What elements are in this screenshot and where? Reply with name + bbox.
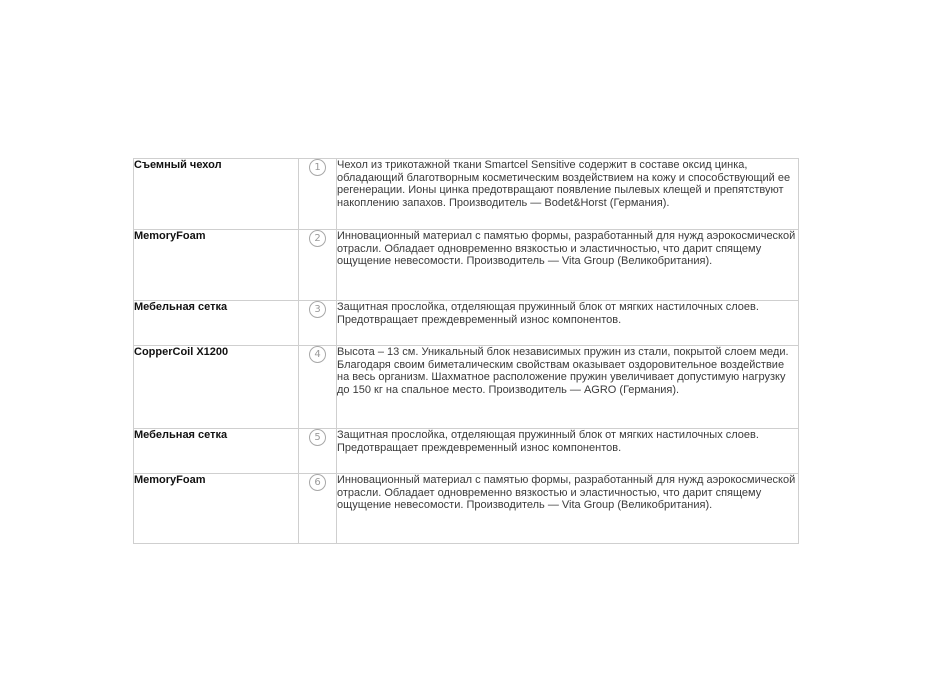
layer-number-badge: 3 — [309, 301, 326, 318]
layer-description: Защитная прослойка, отделяющая пружинный блок от мягких настилочных слоев. Предотвращает преждевременный износ компонентов. — [337, 301, 799, 346]
table-row — [134, 301, 799, 346]
layer-number-badge: 6 — [309, 474, 326, 491]
layer-number-cell — [299, 474, 337, 544]
layer-name: MemoryFoam — [134, 474, 299, 544]
table-row — [134, 429, 799, 474]
layer-description: Инновационный материал с памятью формы, разработанный для нужд аэрокосмической отрасли. Обладает одновременно вязкостью и эластичностью, что дарит спящему ощущение невесомости. Производитель — Vita Group (Великобритания). — [337, 230, 799, 301]
table-row — [134, 474, 799, 544]
table-row — [134, 230, 799, 301]
layer-name: MemoryFoam — [134, 230, 299, 301]
layer-number-badge: 2 — [309, 230, 326, 247]
layer-number-cell — [299, 429, 337, 474]
layer-number-cell — [299, 346, 337, 429]
layer-number-cell — [299, 230, 337, 301]
table-row — [134, 159, 799, 230]
layer-description: Высота – 13 см. Уникальный блок независимых пружин из стали, покрытой слоем меди. Благодаря своим биметалическим свойствам оказывает оздоровительное воздействие на весь организм. Шахматное расположение пружин увеличивает допустимую нагрузку до 150 кг на спальное место. Производитель — AGRO (Германия). — [337, 346, 799, 429]
layer-name: Съемный чехол — [134, 159, 299, 230]
layer-number-badge: 1 — [309, 159, 326, 176]
layer-description: Чехол из трикотажной ткани Smartcel Sensitive содержит в составе оксид цинка, обладающий благотворным косметическим воздействием на кожу и способствующий ее регенерации. Ионы цинка предотвращают появление пылевых клещей и препятствуют накоплению запахов. Производитель — Bodet&Horst (Германия). — [337, 159, 799, 230]
layer-description: Инновационный материал с памятью формы, разработанный для нужд аэрокосмической отрасли. Обладает одновременно вязкостью и эластичностью, что дарит спящему ощущение невесомости. Производитель — Vita Group (Великобритания). — [337, 474, 799, 544]
layer-number-cell — [299, 301, 337, 346]
layer-number-badge: 4 — [309, 346, 326, 363]
layer-name: CopperCoil X1200 — [134, 346, 299, 429]
layer-name: Мебельная сетка — [134, 429, 299, 474]
mattress-layers-table — [133, 158, 799, 544]
layer-name: Мебельная сетка — [134, 301, 299, 346]
layer-description: Защитная прослойка, отделяющая пружинный блок от мягких настилочных слоев. Предотвращает преждевременный износ компонентов. — [337, 429, 799, 474]
table-row — [134, 346, 799, 429]
layer-number-badge: 5 — [309, 429, 326, 446]
layer-number-cell — [299, 159, 337, 230]
